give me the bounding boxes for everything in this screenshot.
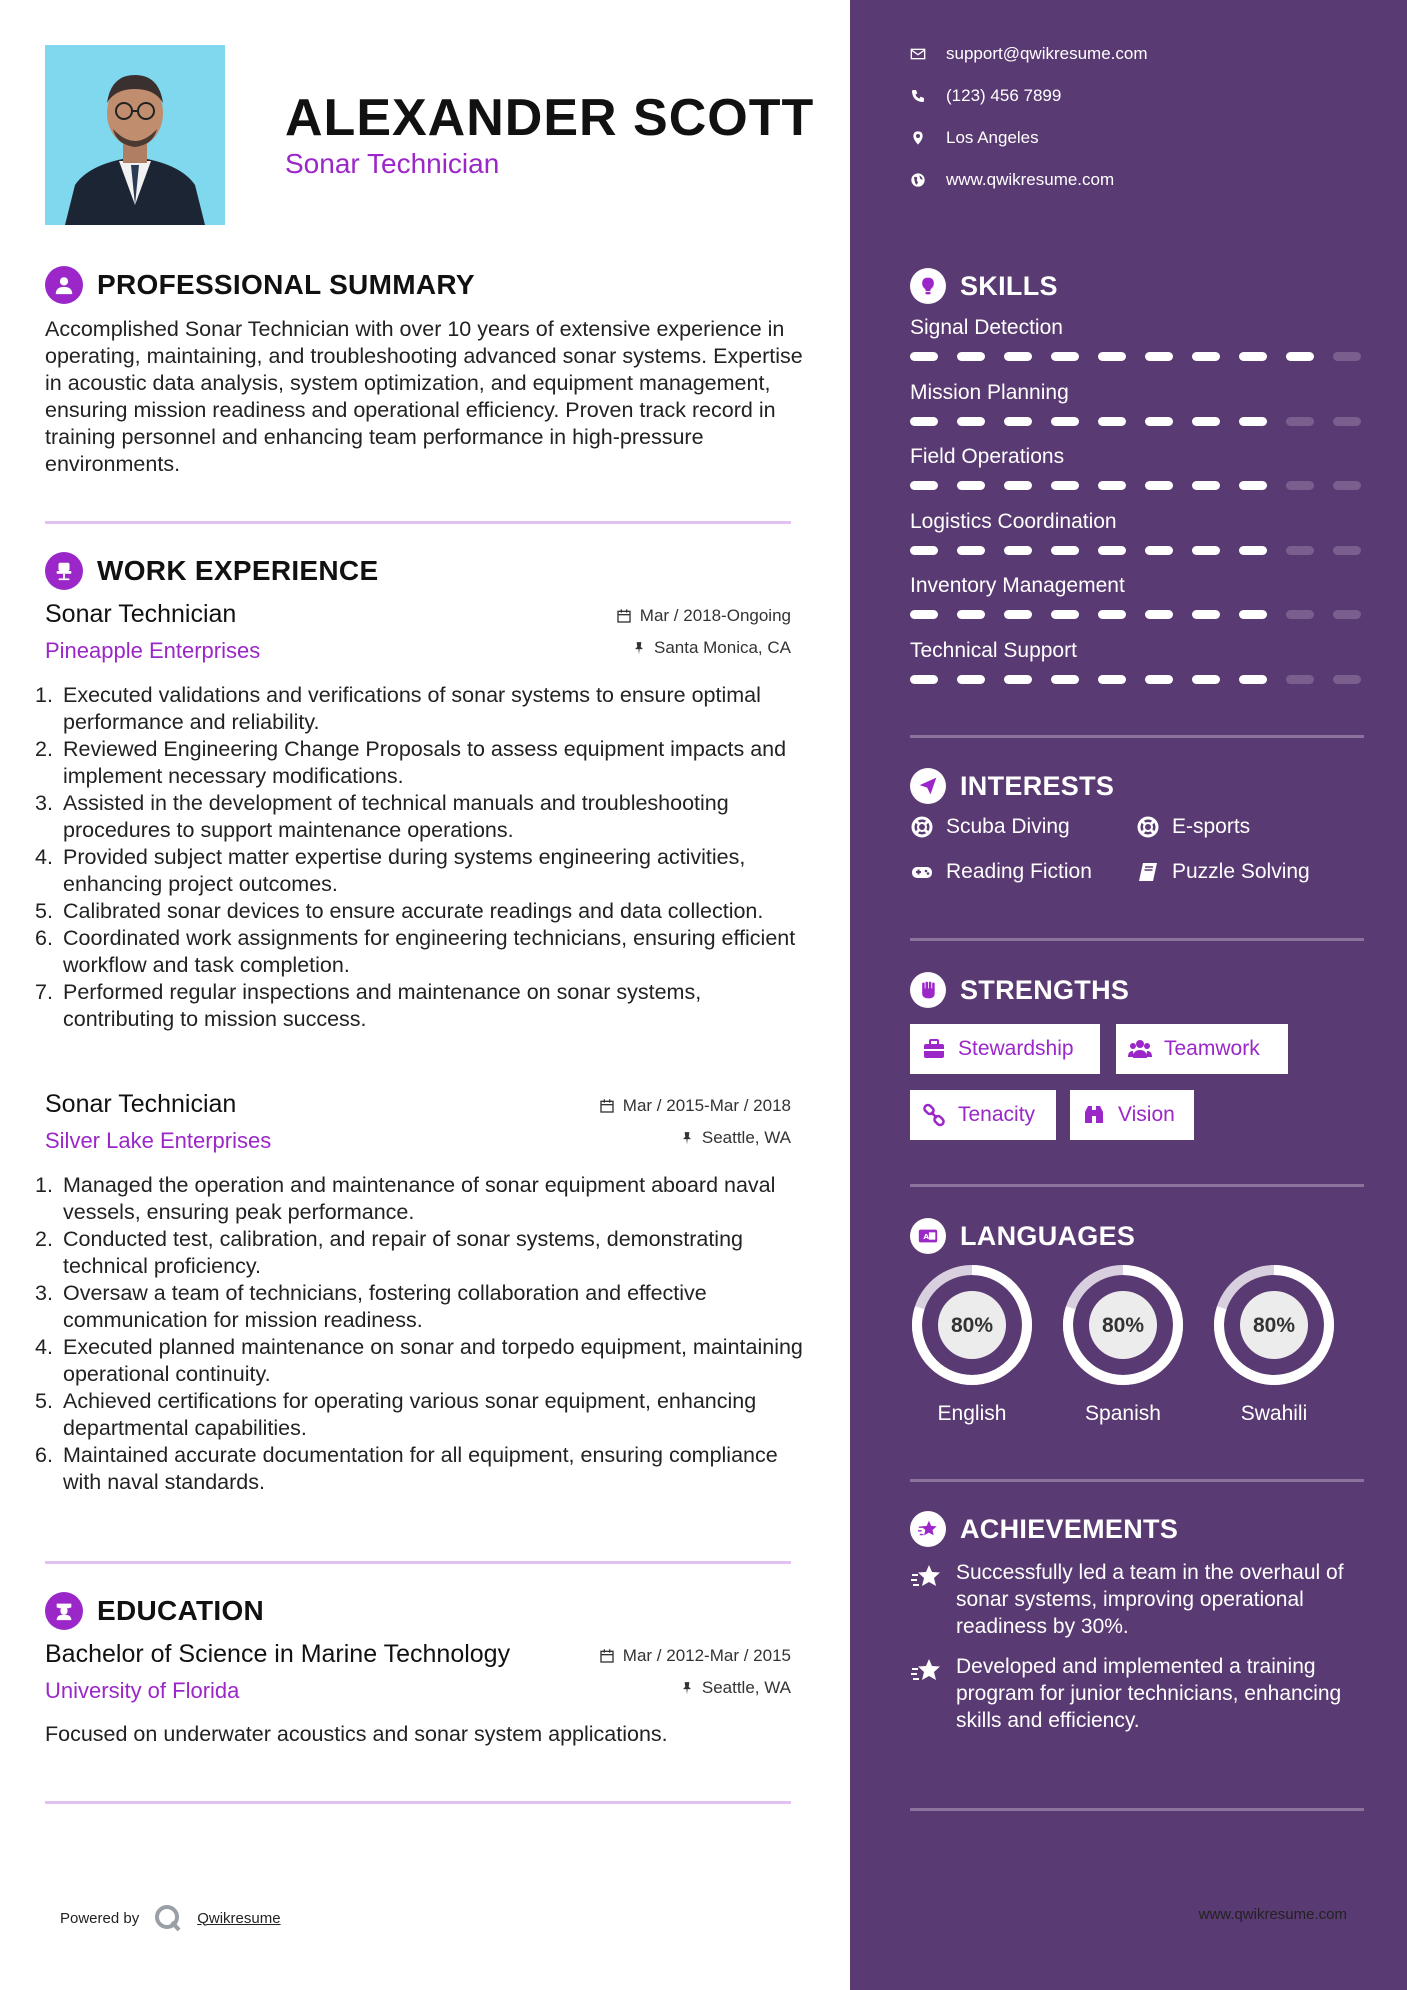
skill-level-dash (1286, 675, 1314, 684)
pin-icon (632, 640, 646, 656)
skill-level-dash (1004, 675, 1032, 684)
education-school: University of Florida (45, 1678, 240, 1703)
skill-level-dash (957, 417, 985, 426)
interests-heading: INTERESTS (960, 770, 1115, 801)
job-location (680, 1128, 791, 1148)
calendar-icon (616, 608, 632, 624)
skill-level-dash (1051, 675, 1079, 684)
candidate-name: ALEXANDER SCOTT (285, 89, 815, 147)
skill-level-dash (1004, 610, 1032, 619)
interest-item (1136, 815, 1250, 839)
contact-website-text: www.qwikresume.com (946, 170, 1115, 189)
divider (910, 735, 1364, 738)
language-percent-label: 80% (1101, 1314, 1145, 1337)
skill-level-dash (1004, 481, 1032, 490)
paper-plane-icon (910, 768, 946, 804)
lifebuoy-icon (1136, 815, 1160, 839)
pin-icon (680, 1680, 694, 1696)
skill-level-dash (1051, 610, 1079, 619)
interest-label: Reading Fiction (946, 860, 1092, 883)
skill-level-dash (1333, 352, 1361, 361)
achievements-heading: ACHIEVEMENTS (960, 1513, 1179, 1544)
chair-icon (45, 552, 83, 590)
education-heading: EDUCATION (97, 1595, 265, 1626)
skill-level-bar (910, 610, 1361, 619)
contact-email[interactable] (910, 44, 1148, 64)
contact-location (910, 128, 1039, 148)
skill-level-dash (1333, 481, 1361, 490)
skill-level-dash (1051, 546, 1079, 555)
star-icon (910, 1511, 946, 1547)
skill-level-dash (1239, 481, 1267, 490)
powered-by-label: Powered by (60, 1909, 140, 1927)
job-date-text: Mar / 2018-Ongoing (639, 606, 791, 625)
language-item (1061, 1263, 1185, 1426)
language-item (1212, 1263, 1336, 1426)
calendar-icon (599, 1098, 615, 1114)
job-date (599, 1096, 791, 1116)
job-date-text: Mar / 2015-Mar / 2018 (622, 1096, 791, 1115)
user-icon (45, 266, 83, 304)
skill-level-dash (1286, 610, 1314, 619)
job-company: Silver Lake Enterprises (45, 1128, 272, 1153)
contact-location-text: Los Angeles (946, 128, 1039, 147)
skill-level-dash (1098, 546, 1126, 555)
divider (910, 1808, 1364, 1811)
skill-level-dash (1145, 610, 1173, 619)
skill-level-dash (1286, 481, 1314, 490)
skill-level-dash (1239, 352, 1267, 361)
interest-label: Puzzle Solving (1172, 860, 1310, 883)
skill-level-dash (1004, 352, 1032, 361)
calendar-icon (599, 1648, 615, 1664)
skill-name: Signal Detection (910, 316, 1063, 339)
language-item (910, 1263, 1034, 1426)
skill-level-dash (1098, 675, 1126, 684)
skill-level-dash (910, 546, 938, 555)
strength-badge (1070, 1090, 1194, 1140)
skill-level-bar (910, 546, 1361, 555)
skill-level-dash (957, 546, 985, 555)
job-role: Sonar Technician (45, 600, 237, 628)
skill-name: Mission Planning (910, 380, 1069, 404)
interest-item (1136, 860, 1310, 884)
experience-header (45, 552, 378, 590)
skill-level-dash (1145, 417, 1173, 426)
job-date (616, 606, 791, 626)
job-responsibilities (35, 1172, 805, 1496)
skill-level-dash (1098, 417, 1126, 426)
sidebar (850, 0, 1407, 1990)
graduate-icon (45, 1592, 83, 1630)
job-company: Pineapple Enterprises (45, 638, 261, 663)
skill-level-dash (1192, 675, 1220, 684)
skill-level-bar (910, 481, 1361, 490)
skill-level-dash (910, 675, 938, 684)
interest-item (910, 815, 1070, 839)
skill-level-dash (1004, 546, 1032, 555)
gamepad-icon (910, 860, 934, 884)
translate-icon (910, 1218, 946, 1254)
globe-icon (910, 172, 926, 188)
skills-heading: SKILLS (960, 270, 1058, 301)
skill-level-dash (1286, 417, 1314, 426)
education-date (599, 1646, 791, 1666)
strength-label: Vision (1118, 1103, 1175, 1126)
skill-name: Field Operations (910, 445, 1065, 468)
skill-name: Inventory Management (910, 574, 1125, 597)
achievements-header (910, 1511, 1178, 1547)
skill-level-dash (1239, 675, 1267, 684)
skills-header (910, 268, 1058, 304)
skill-level-dash (1239, 610, 1267, 619)
candidate-title: Sonar Technician (285, 148, 500, 179)
skill-level-dash (957, 352, 985, 361)
skill-level-bar (910, 675, 1361, 684)
job-location-text: Seattle, WA (701, 1128, 791, 1147)
education-location (680, 1678, 791, 1698)
skill-level-dash (1333, 675, 1361, 684)
skill-name: Logistics Coordination (910, 509, 1117, 533)
map-marker-icon (910, 130, 926, 146)
list-item: 4. Provided subject matter expertise during systems engineering activities, enhancing project outcomes. (35, 845, 746, 896)
education-description: Focused on underwater acoustics and sonar system applications. (45, 1722, 668, 1746)
skill-item (910, 574, 1364, 598)
book-icon (1136, 860, 1160, 884)
lifebuoy-icon (910, 815, 934, 839)
list-item: 3. Oversaw a team of technicians, fostering collaboration and effective communication for mission readiness. (35, 1281, 707, 1332)
list-item: 4. Executed planned maintenance on sonar and torpedo equipment, maintaining operational continuity. (35, 1335, 803, 1386)
skill-level-dash (1192, 610, 1220, 619)
summary-text: Accomplished Sonar Technician with over 10 years of extensive experience in operating, maintaining, and troubleshooting advanced sonar systems. Expertise in acoustic data analysis, system optimization, and equipment management, ensuring mission readiness and operational efficiency. Proven track record in training personnel and enhancing team performance in high-pressure environments. (45, 317, 803, 476)
shooting-star-icon (910, 1561, 942, 1593)
qwikresume-link[interactable]: Qwikresume (197, 1909, 281, 1927)
qwikresume-logo-icon (153, 1903, 183, 1933)
list-item: 1. Executed validations and verifications of sonar systems to ensure optimal performance and reliability. (35, 683, 761, 734)
contact-phone-text: (123) 456 7899 (946, 86, 1062, 105)
list-item: 5. Achieved certifications for operating various sonar equipment, enhancing departmental capabilities. (35, 1389, 757, 1440)
skill-level-dash (957, 675, 985, 684)
list-item: 2. Reviewed Engineering Change Proposals to assess equipment impacts and implement necessary modifications. (35, 737, 787, 788)
list-item: 6. Coordinated work assignments for engineering technicians, ensuring efficient workflow and task completion. (35, 926, 796, 977)
list-item: 7. Performed regular inspections and maintenance on sonar systems, contributing to mission success. (35, 980, 702, 1031)
skill-level-dash (1192, 417, 1220, 426)
strengths-heading: STRENGTHS (960, 974, 1130, 1005)
strength-label: Tenacity (958, 1103, 1036, 1126)
contact-email-text: support@qwikresume.com (946, 44, 1148, 63)
skill-level-dash (1145, 481, 1173, 490)
achievement-text: Successfully led a team in the overhaul of sonar systems, improving operational readiness by 30%. (956, 1561, 1344, 1638)
svg-text:A: A (923, 1232, 930, 1242)
job-responsibilities (35, 682, 805, 1033)
shooting-star-icon (910, 1655, 942, 1687)
fist-icon (910, 972, 946, 1008)
divider (45, 521, 791, 524)
skill-item (910, 445, 1364, 469)
skill-name: Technical Support (910, 638, 1077, 662)
pin-icon (680, 1130, 694, 1146)
briefcase-icon (922, 1037, 946, 1061)
education-date-text: Mar / 2012-Mar / 2015 (622, 1646, 791, 1665)
skill-level-bar (910, 417, 1361, 426)
profile-photo (45, 45, 225, 225)
skill-level-dash (910, 417, 938, 426)
skill-level-dash (1192, 481, 1220, 490)
users-icon (1128, 1037, 1152, 1061)
education-location-text: Seattle, WA (701, 1678, 791, 1697)
list-item: 1. Managed the operation and maintenance of sonar equipment aboard naval vessels, ensuring peak performance. (35, 1173, 776, 1224)
education-header (45, 1592, 264, 1630)
skill-level-dash (1145, 352, 1173, 361)
language-name: English (937, 1402, 1007, 1425)
language-proficiency-ring (1212, 1263, 1336, 1387)
divider (910, 938, 1364, 941)
skill-level-dash (957, 481, 985, 490)
binoculars-icon (1082, 1103, 1106, 1127)
strength-badge (910, 1090, 1056, 1140)
skill-level-dash (1192, 546, 1220, 555)
achievement-text: Developed and implemented a training program for junior technicians, enhancing skills and efficiency. (956, 1655, 1342, 1732)
strengths-header (910, 972, 1129, 1008)
summary-heading: PROFESSIONAL SUMMARY (97, 269, 475, 300)
skill-level-dash (1004, 417, 1032, 426)
skill-level-dash (1145, 546, 1173, 555)
interest-label: E-sports (1172, 815, 1251, 838)
skill-level-dash (1239, 417, 1267, 426)
divider (910, 1184, 1364, 1187)
summary-header (45, 266, 475, 304)
divider (910, 1479, 1364, 1482)
skill-item (910, 316, 1364, 340)
skill-level-dash (1333, 546, 1361, 555)
footer-website[interactable]: www.qwikresume.com (1198, 1906, 1347, 1923)
skill-level-dash (1333, 610, 1361, 619)
language-percent-label: 80% (1252, 1314, 1296, 1337)
list-item: 6. Maintained accurate documentation for all equipment, ensuring compliance with naval standards. (35, 1443, 778, 1494)
divider (45, 1561, 791, 1564)
skill-level-dash (1239, 546, 1267, 555)
job-location-text: Santa Monica, CA (653, 638, 791, 657)
strength-badge (1116, 1024, 1288, 1074)
skill-level-dash (957, 610, 985, 619)
interests-header (910, 768, 1114, 804)
job-role: Sonar Technician (45, 1090, 237, 1118)
job-location (632, 638, 791, 658)
skill-level-dash (1192, 352, 1220, 361)
language-percent-label: 80% (950, 1314, 994, 1337)
link-icon (922, 1103, 946, 1127)
list-item: 3. Assisted in the development of technical manuals and troubleshooting procedures to support maintenance operations. (35, 791, 729, 842)
language-name: Swahili (1240, 1402, 1308, 1425)
divider (45, 1801, 791, 1804)
skill-level-dash (1051, 481, 1079, 490)
phone-icon (910, 88, 926, 104)
experience-heading: WORK EXPERIENCE (97, 555, 379, 586)
contact-website[interactable] (910, 170, 1114, 190)
skill-level-dash (1051, 352, 1079, 361)
language-proficiency-ring (910, 1263, 1034, 1387)
skill-item (910, 639, 1364, 663)
skill-level-dash (1098, 352, 1126, 361)
skill-level-dash (1333, 417, 1361, 426)
list-item: 2. Conducted test, calibration, and repair of sonar systems, demonstrating technical proficiency. (35, 1227, 743, 1278)
list-item: 5. Calibrated sonar devices to ensure accurate readings and data collection. (35, 899, 764, 923)
skill-level-dash (910, 352, 938, 361)
skill-item (910, 381, 1364, 405)
language-proficiency-ring (1061, 1263, 1185, 1387)
envelope-icon (910, 46, 926, 62)
skill-level-bar (910, 352, 1361, 361)
contact-phone[interactable] (910, 86, 1061, 106)
skill-level-dash (1098, 610, 1126, 619)
languages-header (910, 1218, 1135, 1254)
interest-item (910, 860, 1092, 884)
skill-level-dash (910, 481, 938, 490)
achievement-item (910, 1559, 1380, 1640)
strength-badge (910, 1024, 1100, 1074)
skill-level-dash (910, 610, 938, 619)
skill-level-dash (1098, 481, 1126, 490)
achievement-item (910, 1653, 1380, 1734)
language-name: Spanish (1085, 1402, 1161, 1425)
languages-heading: LANGUAGES (960, 1220, 1136, 1251)
powered-by (60, 1903, 281, 1933)
interest-label: Scuba Diving (946, 815, 1070, 838)
lightbulb-icon (910, 268, 946, 304)
strength-label: Teamwork (1164, 1037, 1260, 1060)
skill-level-dash (1145, 675, 1173, 684)
skill-level-dash (1051, 417, 1079, 426)
education-degree: Bachelor of Science in Marine Technology (45, 1640, 511, 1668)
skill-level-dash (1286, 352, 1314, 361)
skill-item (910, 510, 1364, 534)
skill-level-dash (1286, 546, 1314, 555)
strength-label: Stewardship (958, 1037, 1074, 1060)
